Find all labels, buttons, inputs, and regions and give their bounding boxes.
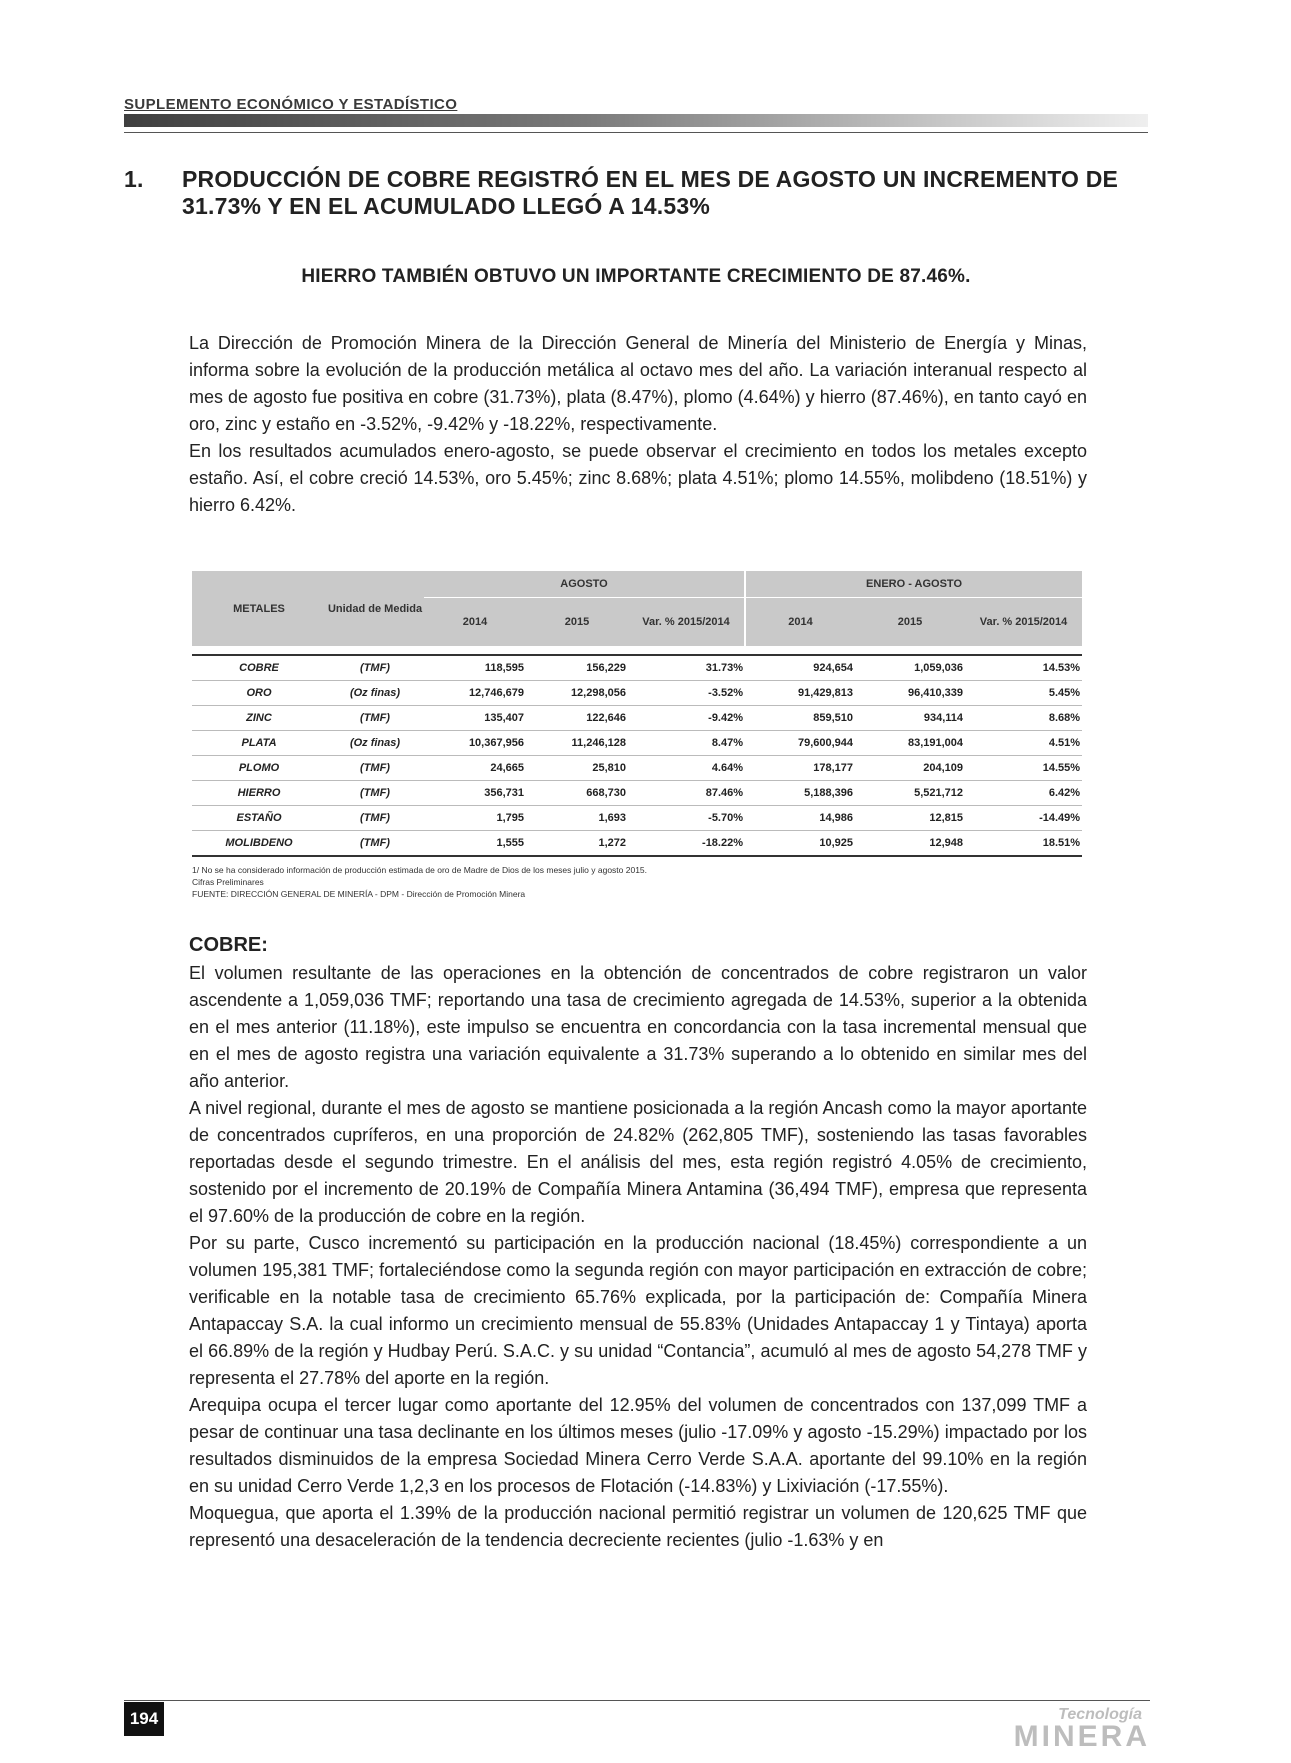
agosto-2014-cell: 135,407 xyxy=(424,706,526,731)
col-header-enero-var: Var. % 2015/2014 xyxy=(965,598,1082,647)
agosto-var-cell: 4.64% xyxy=(628,756,745,781)
agosto-2014-cell: 118,595 xyxy=(424,655,526,681)
unit-cell: (TMF) xyxy=(326,756,424,781)
header-rule xyxy=(124,132,1148,133)
production-table-wrapper xyxy=(192,571,1082,857)
agosto-2014-cell: 24,665 xyxy=(424,756,526,781)
header-gradient-bar xyxy=(124,114,1148,127)
col-header-agosto-2015: 2015 xyxy=(526,598,628,647)
footer-rule xyxy=(124,1700,1150,1701)
table-note-2: Cifras Preliminares xyxy=(192,877,264,887)
unit-cell: (TMF) xyxy=(326,781,424,806)
table-row xyxy=(192,831,1082,857)
agosto-2015-cell: 1,272 xyxy=(526,831,628,857)
section-heading-cobre: COBRE: xyxy=(189,934,268,956)
unit-cell: (TMF) xyxy=(326,831,424,857)
enero-var-cell: 5.45% xyxy=(965,681,1082,706)
agosto-2015-cell: 25,810 xyxy=(526,756,628,781)
agosto-var-cell: 8.47% xyxy=(628,731,745,756)
enero-2014-cell: 14,986 xyxy=(745,806,855,831)
enero-2015-cell: 1,059,036 xyxy=(855,655,965,681)
enero-2015-cell: 204,109 xyxy=(855,756,965,781)
unit-cell: (Oz finas) xyxy=(326,731,424,756)
metal-cell: ESTAÑO xyxy=(192,806,326,831)
metal-cell: MOLIBDENO xyxy=(192,831,326,857)
table-row xyxy=(192,806,1082,831)
enero-2014-cell: 5,188,396 xyxy=(745,781,855,806)
table-notes xyxy=(192,864,647,900)
enero-2015-cell: 5,521,712 xyxy=(855,781,965,806)
unit-cell: (TMF) xyxy=(326,706,424,731)
agosto-2014-cell: 356,731 xyxy=(424,781,526,806)
enero-var-cell: 18.51% xyxy=(965,831,1082,857)
unit-cell: (TMF) xyxy=(326,655,424,681)
metal-cell: COBRE xyxy=(192,655,326,681)
cobre-block xyxy=(189,960,1087,1554)
table-row xyxy=(192,706,1082,731)
agosto-var-cell: 31.73% xyxy=(628,655,745,681)
table-row xyxy=(192,731,1082,756)
running-header: SUPLEMENTO ECONÓMICO Y ESTADÍSTICO xyxy=(124,96,458,113)
table-row xyxy=(192,655,1082,681)
enero-2014-cell: 10,925 xyxy=(745,831,855,857)
enero-var-cell: 14.53% xyxy=(965,655,1082,681)
agosto-2015-cell: 156,229 xyxy=(526,655,628,681)
metal-cell: ZINC xyxy=(192,706,326,731)
logo-bottom-text: MINERA xyxy=(1013,1720,1150,1753)
table-row xyxy=(192,756,1082,781)
col-header-agosto-var: Var. % 2015/2014 xyxy=(628,598,745,647)
col-header-agosto-2014: 2014 xyxy=(424,598,526,647)
enero-var-cell: 6.42% xyxy=(965,781,1082,806)
agosto-2015-cell: 1,693 xyxy=(526,806,628,831)
cobre-paragraph-5: Moquegua, que aporta el 1.39% de la producción nacional permitió registrar un volumen de 120,625 TMF que representó una desaceleración de la tendencia decreciente recientes (julio -1.63% y en xyxy=(189,1503,1087,1550)
col-header-metales: METALES xyxy=(192,571,326,646)
magazine-logo xyxy=(978,1706,1150,1753)
col-header-unidad: Unidad de Medida xyxy=(326,571,424,646)
enero-var-cell: 4.51% xyxy=(965,731,1082,756)
enero-var-cell: -14.49% xyxy=(965,806,1082,831)
enero-2014-cell: 91,429,813 xyxy=(745,681,855,706)
metal-cell: PLOMO xyxy=(192,756,326,781)
logo-top-text: Tecnología xyxy=(1058,1706,1142,1723)
table-row xyxy=(192,781,1082,806)
page-number: 194 xyxy=(124,1702,164,1736)
unit-cell: (TMF) xyxy=(326,806,424,831)
agosto-2015-cell: 122,646 xyxy=(526,706,628,731)
metal-cell: ORO xyxy=(192,681,326,706)
metal-cell: PLATA xyxy=(192,731,326,756)
col-header-enero-2015: 2015 xyxy=(855,598,965,647)
agosto-2014-cell: 1,555 xyxy=(424,831,526,857)
intro-paragraph-2: En los resultados acumulados enero-agosto, se puede observar el crecimiento en todos los metales excepto estaño. Así, el cobre creció 14.53%, oro 5.45%; zinc 8.68%; plata 4.51%; plomo 14.55%, molibdeno (18.51%) y hierro 6.42%. xyxy=(189,441,1087,515)
title-number: 1. xyxy=(124,166,144,192)
col-header-enero-2014: 2014 xyxy=(745,598,855,647)
agosto-var-cell: -9.42% xyxy=(628,706,745,731)
group-header-agosto: AGOSTO xyxy=(424,571,745,598)
enero-2015-cell: 12,948 xyxy=(855,831,965,857)
production-table xyxy=(192,571,1082,857)
cobre-paragraph-4: Arequipa ocupa el tercer lugar como aportante del 12.95% del volumen de concentrados con 137,099 TMF a pesar de continuar una tasa declinante en los últimos meses (julio -17.09% y agosto -15.29%) impactado por los resultados disminuidos de la empresa Sociedad Minera Cerro Verde S.A.A. aportante del 99.10% en la región en su unidad Cerro Verde 1,2,3 en los procesos de Flotación (-14.83%) y Lixiviación (-17.55%). xyxy=(189,1395,1087,1496)
title-text: PRODUCCIÓN DE COBRE REGISTRÓ EN EL MES DE AGOSTO UN INCREMENTO DE 31.73% Y EN EL ACUMULADO LLEGÓ A 14.53% xyxy=(182,166,1119,219)
agosto-var-cell: -3.52% xyxy=(628,681,745,706)
enero-2014-cell: 924,654 xyxy=(745,655,855,681)
intro-block xyxy=(189,330,1087,519)
enero-2015-cell: 12,815 xyxy=(855,806,965,831)
metal-cell: HIERRO xyxy=(192,781,326,806)
table-note-1: 1/ No se ha considerado información de producción estimada de oro de Madre de Dios de los meses julio y agosto 2015. xyxy=(192,865,648,875)
article-subtitle: HIERRO TAMBIÉN OBTUVO UN IMPORTANTE CRECIMIENTO DE 87.46%. xyxy=(301,266,971,287)
group-header-enero-agosto: ENERO - AGOSTO xyxy=(745,571,1082,598)
agosto-2014-cell: 1,795 xyxy=(424,806,526,831)
enero-2014-cell: 859,510 xyxy=(745,706,855,731)
enero-2015-cell: 934,114 xyxy=(855,706,965,731)
enero-2015-cell: 83,191,004 xyxy=(855,731,965,756)
agosto-2014-cell: 10,367,956 xyxy=(424,731,526,756)
cobre-paragraph-2: A nivel regional, durante el mes de agosto se mantiene posicionada a la región Ancash como la mayor aportante de concentrados cupríferos, en una proporción de 24.82% (262,805 TMF), sosteniendo las tasas favorables reportadas desde el segundo trimestre. En el análisis del mes, esta región registró 4.05% de crecimiento, sostenido por el incremento de 20.19% de Compañía Minera Antamina (36,494 TMF), empresa que representa el 97.60% de la producción de cobre en la región. xyxy=(189,1098,1087,1226)
enero-2014-cell: 79,600,944 xyxy=(745,731,855,756)
agosto-2015-cell: 12,298,056 xyxy=(526,681,628,706)
table-source: FUENTE: DIRECCIÓN GENERAL DE MINERÍA - DPM - Dirección de Promoción Minera xyxy=(192,889,526,899)
intro-paragraph-1: La Dirección de Promoción Minera de la Dirección General de Minería del Ministerio de Energía y Minas, informa sobre la evolución de la producción metálica al octavo mes del año. La variación interanual respecto al mes de agosto fue positiva en cobre (31.73%), plata (8.47%), plomo (4.64%) y hierro (87.46%), en tanto cayó en oro, zinc y estaño en -3.52%, -9.42% y -18.22%, respectivamente. xyxy=(189,333,1087,434)
agosto-2014-cell: 12,746,679 xyxy=(424,681,526,706)
agosto-2015-cell: 11,246,128 xyxy=(526,731,628,756)
enero-2015-cell: 96,410,339 xyxy=(855,681,965,706)
cobre-paragraph-3: Por su parte, Cusco incrementó su participación en la producción nacional (18.45%) correspondiente a un volumen 195,381 TMF; fortaleciéndose como la segunda región con mayor participación en extracción de cobre; verificable en la notable tasa de crecimiento 65.76% explicada, por la participación de: Compañía Minera Antapaccay S.A. la cual informo un crecimiento mensual de 55.83% (Unidades Antapaccay 1 y Tintaya) aporta el 66.89% de la región y Hudbay Perú. S.A.C. y su unidad “Contancia”, acumuló al mes de agosto 54,278 TMF y representa el 27.78% del aporte en la región. xyxy=(189,1233,1087,1388)
unit-cell: (Oz finas) xyxy=(326,681,424,706)
agosto-var-cell: -5.70% xyxy=(628,806,745,831)
agosto-2015-cell: 668,730 xyxy=(526,781,628,806)
enero-var-cell: 14.55% xyxy=(965,756,1082,781)
cobre-paragraph-1: El volumen resultante de las operaciones en la obtención de concentrados de cobre registraron un valor ascendente a 1,059,036 TMF; reportando una tasa de crecimiento agregada de 14.53%, superior a la obtenida en el mes anterior (11.18%), este impulso se encuentra en concordancia con la tasa incremental mensual que en el mes de agosto registra una variación equivalente a 31.73% superando a lo obtenido en similar mes del año anterior. xyxy=(189,963,1087,1091)
enero-2014-cell: 178,177 xyxy=(745,756,855,781)
enero-var-cell: 8.68% xyxy=(965,706,1082,731)
table-row xyxy=(192,681,1082,706)
agosto-var-cell: 87.46% xyxy=(628,781,745,806)
agosto-var-cell: -18.22% xyxy=(628,831,745,857)
